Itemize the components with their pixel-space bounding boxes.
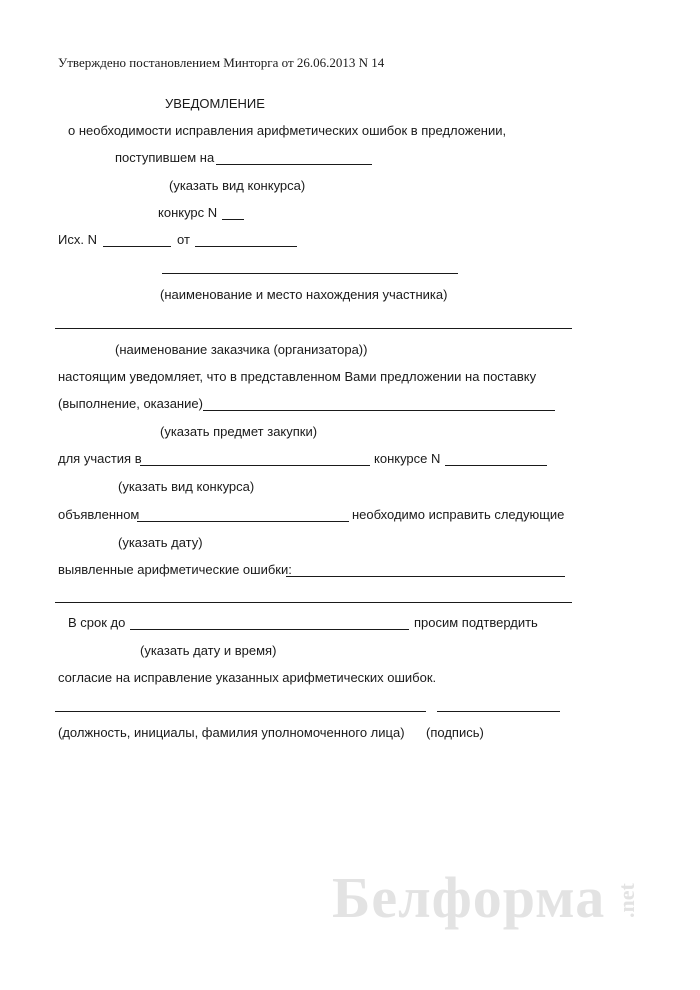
competition-number-label: конкурс N <box>158 205 218 220</box>
customer-blank <box>55 328 572 329</box>
ask-confirm-label: просим подтвердить <box>414 615 538 630</box>
from-label: от <box>177 232 190 247</box>
signature-blank <box>437 711 560 712</box>
competition-type-blank-2 <box>140 465 370 466</box>
subtitle-line-1: о необходимости исправления арифметических ошибок в предложении, <box>68 123 507 138</box>
watermark-brand: Белформа <box>332 865 606 930</box>
participant-blank <box>162 273 458 274</box>
hint-subject: (указать предмет закупки) <box>160 424 318 439</box>
deadline-blank <box>130 629 409 630</box>
consent-line: согласие на исправление указанных арифметических ошибок. <box>58 670 437 685</box>
errors-blank-2 <box>55 602 572 603</box>
outgoing-number-blank <box>103 246 171 247</box>
hint-competition-type-2: (указать вид конкурса) <box>118 479 255 494</box>
announce-date-blank <box>137 521 349 522</box>
hint-signature: (подпись) <box>426 725 484 740</box>
errors-blank-1 <box>286 576 565 577</box>
competition-word-label: конкурсе N <box>374 451 441 466</box>
participation-label: для участия в <box>58 451 142 466</box>
competition-type-blank <box>216 164 372 165</box>
hint-participant: (наименование и место нахождения участника) <box>160 287 448 302</box>
announced-label: объявленном <box>58 507 140 522</box>
outgoing-date-blank <box>195 246 297 247</box>
hint-official: (должность, инициалы, фамилия уполномоченного лица) <box>58 725 405 740</box>
competition-number-blank <box>222 219 244 220</box>
document-title: УВЕДОМЛЕНИЕ <box>165 96 265 111</box>
watermark-suffix: .net <box>614 883 639 918</box>
body-line-1: настоящим уведомляет, что в представленном Вами предложении на поставку <box>58 369 537 384</box>
hint-competition-type: (указать вид конкурса) <box>169 178 306 193</box>
hint-date-time: (указать дату и время) <box>140 643 277 658</box>
errors-found-label: выявленные арифметические ошибки: <box>58 562 292 577</box>
deadline-label: В срок до <box>68 615 126 630</box>
approval-line: Утверждено постановлением Минторга от 26.06.2013 N 14 <box>58 55 385 70</box>
body-line-2: (выполнение, оказание) <box>58 396 203 411</box>
hint-date: (указать дату) <box>118 535 203 550</box>
official-blank <box>55 711 426 712</box>
competition-number-blank-2 <box>445 465 547 466</box>
subject-blank <box>203 410 555 411</box>
hint-customer: (наименование заказчика (организатора)) <box>115 342 368 357</box>
outgoing-number-label: Исх. N <box>58 232 97 247</box>
subtitle-line-2: поступившем на <box>115 150 215 165</box>
must-correct-label: необходимо исправить следующие <box>352 507 565 522</box>
